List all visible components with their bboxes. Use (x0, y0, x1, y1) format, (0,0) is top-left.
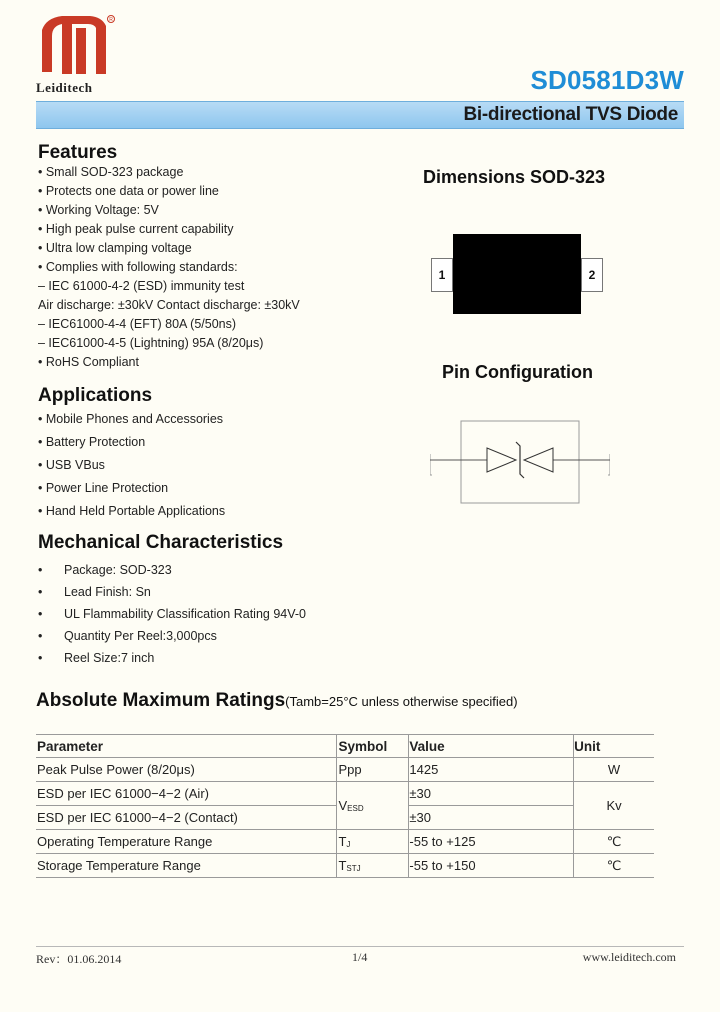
list-item: • USB VBus (38, 458, 105, 472)
cell-unit: ℃ (574, 830, 654, 854)
list-item: • Complies with following standards: (38, 260, 238, 274)
applications-heading: Applications (38, 385, 153, 406)
cell-symbol: $T_J$ (337, 830, 409, 854)
ratings-condition: (Tamb=25°C unless otherwise specified) (285, 694, 518, 709)
table-row (36, 758, 654, 782)
cell-parameter: Peak Pulse Power (8/20μs) (36, 758, 337, 782)
cell-value: 1425 (409, 758, 574, 782)
footer-website-link[interactable]: www.leiditech.com (582, 950, 676, 964)
list-item: Air discharge: ±30kV Contact discharge: ±30kV (38, 298, 300, 312)
cell-unit: Kv (574, 782, 654, 830)
applications-list (38, 408, 225, 523)
cell-parameter: ESD per IEC 61000−4−2 (Contact) (36, 806, 337, 830)
list-item: • High peak pulse current capability (38, 222, 234, 236)
list-item: • Protects one data or power line (38, 184, 219, 198)
footer-divider (36, 946, 684, 947)
col-header-parameter: Parameter (36, 735, 337, 758)
pin-2-pad: 2 (581, 258, 603, 292)
list-item: • Mobile Phones and Accessories (38, 412, 224, 426)
bidirectional-tvs-symbol-icon (430, 418, 610, 504)
cell-value: -55 to +150 (409, 854, 574, 878)
list-item: • RoHS Compliant (38, 355, 139, 369)
pin-config-heading: Pin Configuration (442, 362, 593, 382)
features-list (38, 163, 300, 372)
list-item: • Package: SOD-323 (38, 563, 172, 577)
cell-symbol: $T_{STJ}$ (337, 854, 409, 878)
cell-parameter: ESD per IEC 61000−4−2 (Air) (36, 782, 337, 806)
table-row (36, 830, 654, 854)
list-item: • Quantity Per Reel:3,000pcs (38, 629, 217, 643)
list-item: • Reel Size:7 inch (38, 651, 155, 665)
list-item: – IEC 61000-4-2 (ESD) immunity test (38, 279, 245, 293)
list-item: • Lead Finish: Sn (38, 585, 151, 599)
footer-revision: Rev：01.06.2014 (36, 952, 122, 966)
mechanical-heading: Mechanical Characteristics (38, 532, 284, 553)
cell-parameter: Storage Temperature Range (36, 854, 337, 878)
col-header-unit: Unit (574, 735, 654, 758)
features-heading: Features (38, 142, 118, 163)
cell-symbol: Ppp (337, 758, 409, 782)
list-item: • Working Voltage: 5V (38, 203, 159, 217)
list-item: – IEC61000-4-4 (EFT) 80A (5/50ns) (38, 317, 237, 331)
list-item: • UL Flammability Classification Rating 94V-0 (38, 607, 306, 621)
footer-page-number: 1/4 (352, 950, 368, 964)
col-header-value: Value (409, 735, 574, 758)
table-header-row (36, 735, 654, 758)
list-item: • Battery Protection (38, 435, 146, 449)
dimensions-heading: Dimensions SOD-323 (423, 167, 606, 187)
ratings-table (36, 734, 654, 878)
list-item: – IEC61000-4-5 (Lightning) 95A (8/20μs) (38, 336, 264, 350)
cell-symbol: $V_{ESD}$ (337, 782, 409, 830)
package-body (453, 234, 581, 314)
table-row (36, 782, 654, 806)
part-number: SD0581D3W (530, 65, 684, 95)
list-item: • Power Line Protection (38, 481, 169, 495)
col-header-symbol: Symbol (337, 735, 409, 758)
svg-text:R: R (109, 17, 113, 23)
product-subtitle: Bi-directional TVS Diode (463, 104, 678, 125)
cell-value: ±30 (409, 782, 574, 806)
cell-value: -55 to +125 (409, 830, 574, 854)
ratings-heading: Absolute Maximum Ratings (36, 690, 286, 711)
pin-config-diagram (430, 418, 610, 504)
cell-value: ±30 (409, 806, 574, 830)
cell-unit: W (574, 758, 654, 782)
cell-parameter: Operating Temperature Range (36, 830, 337, 854)
title-bar (36, 101, 684, 129)
list-item: • Hand Held Portable Applications (38, 504, 226, 518)
cell-unit: ℃ (574, 854, 654, 878)
list-item: • Small SOD-323 package (38, 165, 184, 179)
package-drawing (431, 234, 603, 314)
pin-1-pad: 1 (431, 258, 453, 292)
leiditech-logo-icon (36, 12, 116, 82)
brand-name: Leiditech (36, 80, 93, 95)
list-item: • Ultra low clamping voltage (38, 241, 192, 255)
table-row (36, 854, 654, 878)
mechanical-list (38, 559, 306, 669)
ratings-title (36, 690, 518, 712)
